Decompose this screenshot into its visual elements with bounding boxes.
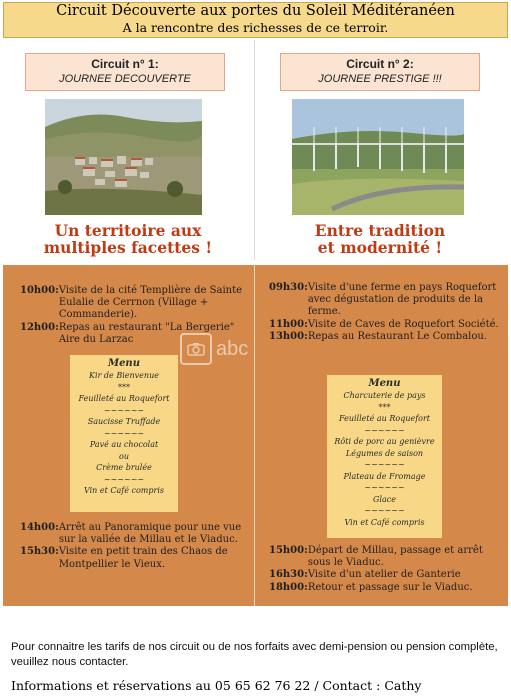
menu-item: Kir de Bienvenue — [89, 371, 159, 380]
menu-item: Glace — [373, 494, 396, 504]
schedule-time: 16h30 — [269, 569, 305, 581]
circuit1-slogan-line2: multiples facettes ! — [43, 238, 213, 257]
menu-item: Vin et Café compris — [344, 517, 425, 527]
menu-item: Charcuterie de pays — [343, 391, 426, 400]
schedule-sep: : — [55, 321, 59, 333]
circuit1-title-box — [25, 53, 225, 91]
contact-line: Informations et réservations au 05 65 62 76 22 / Contact : Cathy — [11, 678, 422, 693]
circuit1-number: Circuit n° 1: — [91, 57, 159, 71]
schedule-row — [269, 545, 505, 569]
village-photo — [45, 99, 202, 215]
schedule-text: Visite d'un atelier de Ganterie — [307, 569, 461, 581]
schedule-text: Repas au Restaurant Le Combalou. — [307, 330, 487, 342]
schedule-time: 09h30 — [269, 282, 305, 293]
schedule-time: 15h00 — [269, 545, 305, 556]
menu-item: ~~~~~~ — [364, 506, 405, 515]
watermark-logo — [180, 333, 248, 365]
menu-item: Feuilleté au Roquefort — [338, 414, 431, 423]
schedule-time: 12h00 — [20, 321, 56, 333]
menu-item: ~~~~~~ — [364, 425, 405, 435]
menu-item: ou — [119, 451, 129, 461]
schedule-text: Visite en petit train des Chaos de Montpellier le Vieux. — [58, 546, 228, 570]
menu-item: *** — [118, 382, 130, 392]
schedule-row — [20, 522, 250, 546]
menu-item: Vin et Café compris — [83, 486, 164, 495]
schedule-sep: : — [304, 282, 308, 293]
schedule-time: 15h30 — [20, 546, 56, 558]
schedule-row — [269, 582, 505, 594]
schedule-row — [269, 282, 502, 319]
menu-title: Menu — [108, 358, 140, 369]
schedule-text: Visite de la cité Templière de Sainte Eulalie de Cerrnon (Village + Commanderie). — [58, 285, 243, 321]
page-header — [3, 2, 508, 38]
schedule-sep: : — [304, 581, 308, 593]
circuit1-program-afternoon — [20, 522, 250, 571]
menu-item: *** — [378, 402, 391, 412]
circuit2-name: JOURNEE PRESTIGE !!! — [318, 73, 442, 85]
page-subtitle: A la rencontre des richesses de ce terroir. — [122, 20, 389, 35]
circuit1-slogan — [3, 222, 253, 256]
footer-text: Pour connaitre les tarifs de nos circuit ou de nos forfaits avec demi-pension ou pension complète, veuillez nous contacter. — [11, 641, 498, 668]
circuit2-slogan-line1: Entre tradition — [314, 221, 446, 240]
menu-item: Crème brulée — [96, 463, 152, 472]
schedule-text: Visite d'une ferme en pays Roquefort avec dégustation de produits de la ferme. — [307, 282, 497, 318]
program-divider — [254, 265, 255, 606]
circuit2-program-morning — [269, 282, 502, 343]
circuit1-name: JOURNEE DECOUVERTE — [59, 73, 191, 85]
schedule-time: 18h00 — [269, 581, 305, 593]
schedule-row — [269, 569, 505, 581]
menu-title: Menu — [368, 378, 401, 389]
menu-item: Plateau de Fromage — [343, 471, 426, 481]
schedule-sep: : — [55, 285, 59, 296]
menu-item: ~~~~~~ — [364, 483, 405, 492]
menu-item: ~~~~~~ — [103, 428, 145, 438]
menu-item: Légumes de saison — [345, 448, 424, 458]
circuit2-slogan-line2: et modernité ! — [317, 238, 443, 257]
schedule-row — [20, 285, 250, 322]
schedule-sep: : — [304, 545, 308, 556]
watermark-text: abc — [216, 337, 249, 360]
schedule-sep: : — [304, 569, 308, 581]
circuit2-title-box — [280, 53, 480, 91]
schedule-text: Visite de Caves de Roquefort Société. — [307, 318, 499, 330]
menu-item: Rôti de porc au genièvre — [334, 437, 435, 446]
circuit2-menu-card — [327, 375, 442, 538]
circuit1-slogan-line1: Un territoire aux — [54, 221, 202, 240]
menu-item: Pavé au chocolat — [89, 440, 159, 449]
schedule-sep: : — [304, 318, 308, 330]
page-title: Circuit Découverte aux portes du Soleil Méditéranéen — [56, 3, 455, 19]
schedule-row — [20, 546, 250, 570]
schedule-time: 11h00 — [269, 318, 305, 330]
menu-item: Feuilleté au Roquefort — [78, 394, 170, 403]
schedule-text: Repas au restaurant "La Bergerie" Aire du Larzac — [58, 321, 235, 345]
circuit1-menu-card — [70, 355, 178, 512]
schedule-sep: : — [55, 546, 59, 558]
schedule-text: Arrêt au Panoramique pour une vue sur la vallée de Millau et le Viaduc. — [58, 522, 242, 546]
schedule-sep: : — [304, 330, 308, 342]
menu-item: ~~~~~~ — [103, 405, 145, 415]
circuit2-number: Circuit n° 2: — [346, 57, 414, 71]
schedule-text: Retour et passage sur le Viaduc. — [307, 581, 473, 593]
schedule-row — [269, 319, 502, 331]
schedule-text: Départ de Millau, passage et arrêt sous le Viaduc. — [307, 545, 483, 569]
camera-icon — [180, 333, 212, 365]
schedule-time: 10h00 — [20, 285, 56, 296]
menu-item: ~~~~~~ — [364, 460, 405, 469]
schedule-time: 14h00 — [20, 522, 56, 533]
viaduct-photo — [292, 99, 464, 215]
schedule-row — [269, 331, 502, 343]
schedule-time: 13h00 — [269, 330, 305, 342]
menu-item: Saucisse Truffade — [87, 417, 161, 426]
circuit2-program-afternoon — [269, 545, 505, 594]
schedule-sep: : — [55, 522, 59, 533]
menu-item: ~~~~~~ — [103, 474, 145, 484]
circuit2-slogan — [255, 222, 505, 256]
